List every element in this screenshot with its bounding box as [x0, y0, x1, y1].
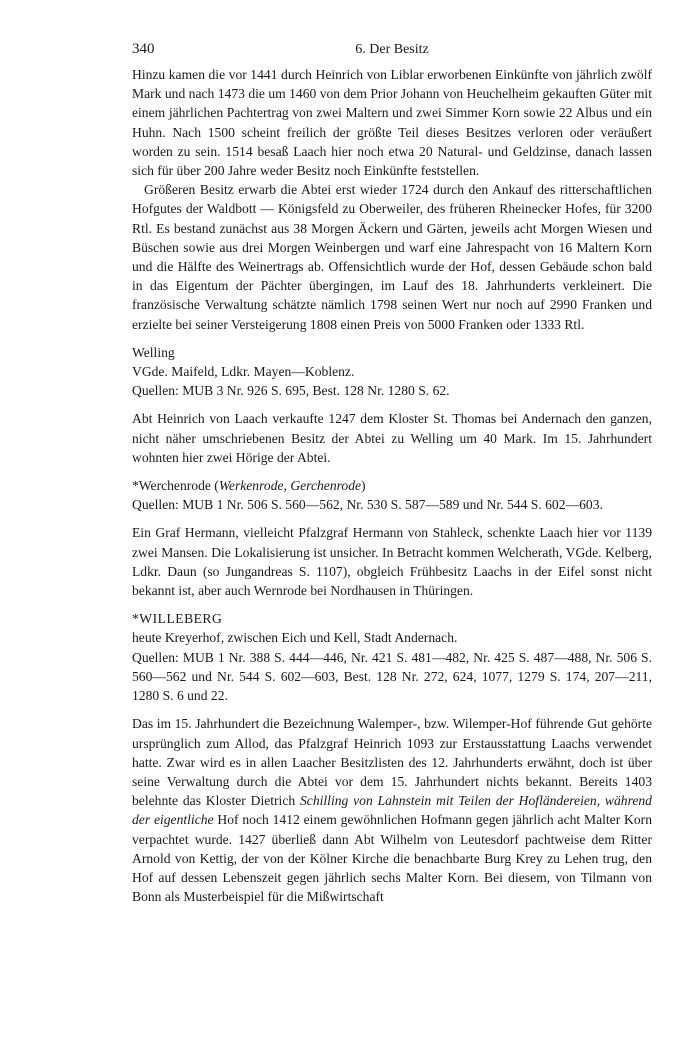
werchenrode-heading [132, 476, 652, 495]
welling-heading: Welling [132, 344, 175, 360]
willeberg-text-italic: Schilling von Lahnstein mit Teilen der Hofländereien, während der eigentliche [132, 793, 652, 828]
willeberg-text-a: Das im 15. Jahrhundert die Bezeichnung Walemper-, bzw. Wilemper-Hof führende Gut gehörte ursprünglich zum Allod, das Pfalzgraf Heinrich 1093 zur Erstausstattung Laachs verwendet hatte. Zwar wird es in allen Laacher Besitzlisten des 12. Jahrhunderts erwähnt, doch ist über seine Verwaltung durch die Abtei vor dem 15. Jahrhundert nichts bekannt. Bereits 1403 belehnte das Kloster Dietrich [132, 716, 652, 809]
intro-paragraph-1: Hinzu kamen die vor 1441 durch Heinrich von Liblar erworbenen Einkünfte von jährlich zwölf Mark und nach 1473 die um 1460 von dem Prior Johann von Heuchelheim gekauften Güter mit einem jährlichen Pachtertrag von zwei Maltern und zwei Simmer Korn sowie 22 Albus und ein Huhn. Nach 1500 scheint freilich der größte Teil dieses Besitzes verloren oder veräußert worden zu sein. 1514 besaß Laach hier noch etwa 20 Natural- und Geldzinse, danach lassen sich für über 200 Jahre weder Besitz noch Einkünfte feststellen. [132, 67, 652, 179]
willeberg-sources: Quellen: MUB 1 Nr. 388 S. 444—446, Nr. 421 S. 481—482, Nr. 425 S. 487—488, Nr. 506 S. 560—562 und Nr. 544 S. 602—603, Best. 128 Nr. 272, 624, 1077, 1279 S. 174, 207—211, 1280 S. 6 und 22. [132, 649, 652, 704]
page-body [132, 65, 652, 906]
willeberg-heading: *WILLEBERG [132, 611, 223, 627]
werchenrode-close: ) [361, 478, 366, 494]
page-number: 340 [132, 41, 155, 57]
werchenrode-sources: Quellen: MUB 1 Nr. 506 S. 560—562, Nr. 530 S. 587—589 und Nr. 544 S. 602—603. [132, 497, 603, 513]
welling-location: VGde. Maifeld, Ldkr. Mayen—Koblenz. [132, 364, 355, 380]
willeberg-location: heute Kreyerhof, zwischen Eich und Kell, Stadt Andernach. [132, 630, 458, 646]
willeberg-text-b: Hof noch 1412 einem gewöhnlichen Hofmann gegen jährlich acht Malter Korn verpachtet wurde. 1427 überließ dann Abt Wilhelm von Leutesdorf pachtweise dem Ritter Arnold von Kettig, der von der Kölner Kirche die benachbarte Burg Krey zu Lehen trug, den Hof auf dessen Lebenszeit gegen jährlich sechs Malter Korn. Bei diesem, von Tilmann von Bonn als Musterbeispiel für die Mißwirtschaft [132, 812, 652, 905]
willeberg-text [132, 714, 652, 906]
werchenrode-name: *Werchenrode ( [132, 478, 219, 494]
welling-sources: Quellen: MUB 3 Nr. 926 S. 695, Best. 128 Nr. 1280 S. 62. [132, 383, 450, 399]
page-header [132, 40, 652, 60]
running-title: 6. Der Besitz [355, 42, 429, 57]
werchenrode-variants: Werkenrode, Gerchenrode [218, 478, 362, 494]
intro-paragraph-2: Größeren Besitz erwarb die Abtei erst wieder 1724 durch den Ankauf des ritterschaftlichen Hofgutes der Waldbott — Königsfeld zu Oberweiler, des früheren Rheinecker Hofes, für 3200 Rtl. Es bestand zunächst aus 38 Morgen Äckern und Gärten, jeweils acht Morgen Wiesen und Büschen sowie aus drei Morgen Weinbergen und warf eine Jahrespacht von 16 Maltern Korn und die Hälfte des Weinertrags ab. Offensichtlich wurde der Hof, dessen Gebäude schon bald in das Eigentum der Pächter übergingen, im Lauf des 18. Jahrhunderts verkleinert. Die französische Verwaltung schätzte nämlich 1798 seinen Wert nur noch auf 2990 Franken und erzielte bei seiner Versteigerung 1808 einen Preis von 5000 Franken oder 1333 Rtl. [132, 182, 652, 332]
werchenrode-text: Ein Graf Hermann, vielleicht Pfalzgraf Hermann von Stahleck, schenkte Laach hier vor 1139 zwei Mansen. Die Lokalisierung ist unsicher. In Betracht kommen Welcherath, VGde. Kelberg, Ldkr. Daun (so Jungandreas S. 1107), obgleich Frühbesitz Laachs in der Eifel sonst nicht bekannt ist, aber auch Wernrode bei Nordhausen in Thüringen. [132, 525, 652, 599]
welling-text: Abt Heinrich von Laach verkaufte 1247 dem Kloster St. Thomas bei Andernach den ganzen, nicht näher umschriebenen Besitz der Abtei zu Welling um 40 Mark. Im 15. Jahrhundert wohnten hier zwei Hörige der Abtei. [132, 411, 652, 465]
